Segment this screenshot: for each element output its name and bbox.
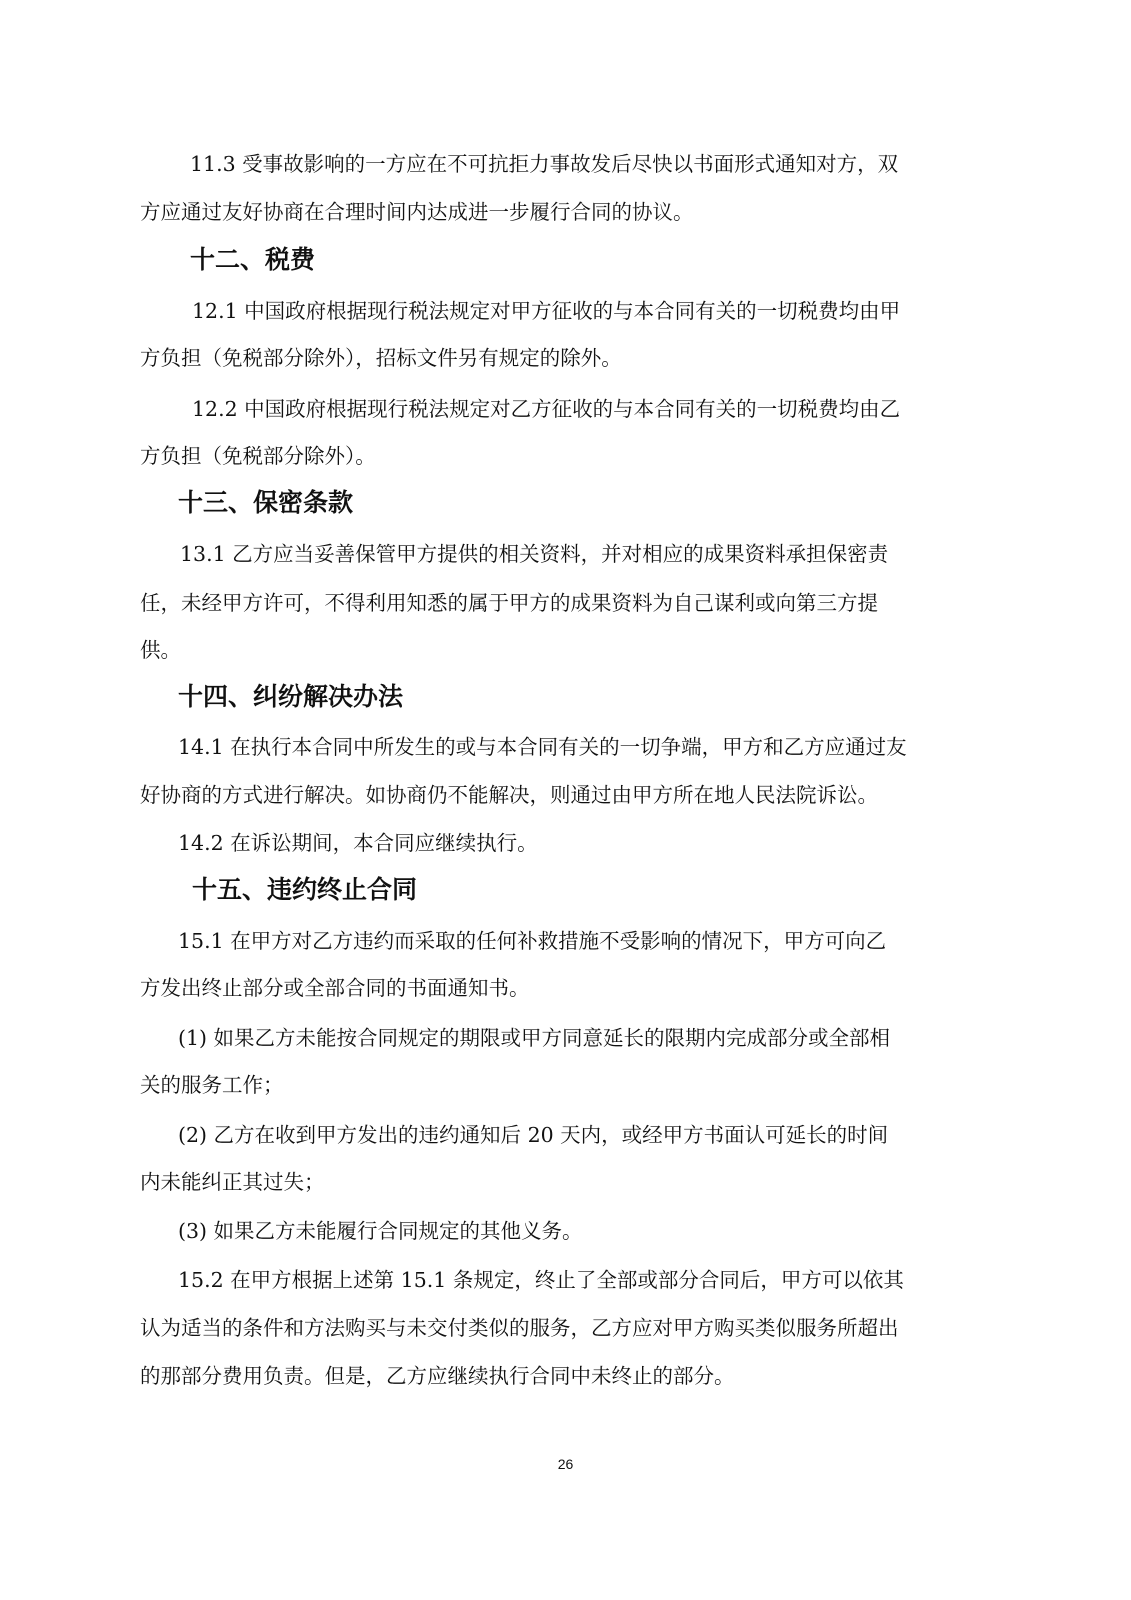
clause-12-1-line-2: 方负担（免税部分除外），招标文件另有规定的除外。 xyxy=(140,346,622,370)
item-3: (3) 如果乙方未能履行合同规定的其他义务。 xyxy=(178,1219,583,1243)
section-15-heading: 十五、违约终止合同 xyxy=(192,875,418,904)
clause-12-2-line-2: 方负担（免税部分除外）。 xyxy=(140,444,376,468)
clause-14-2: 14.2 在诉讼期间，本合同应继续执行。 xyxy=(178,831,538,855)
clause-13-1-line-3: 供。 xyxy=(140,638,181,662)
clause-15-1-line-2: 方发出终止部分或全部合同的书面通知书。 xyxy=(140,976,530,1000)
item-2-line-2: 内未能纠正其过失； xyxy=(140,1170,325,1194)
section-12-heading: 十二、税费 xyxy=(190,245,316,274)
clause-13-1-line-2: 任，未经甲方许可，不得利用知悉的属于甲方的成果资料为自己谋利或向第三方提 xyxy=(140,591,878,615)
section-14-heading: 十四、纠纷解决办法 xyxy=(178,682,404,711)
clause-12-1-line-1: 12.1 中国政府根据现行税法规定对甲方征收的与本合同有关的一切税费均由甲 xyxy=(192,299,901,323)
clause-12-2-line-1: 12.2 中国政府根据现行税法规定对乙方征收的与本合同有关的一切税费均由乙 xyxy=(192,397,901,421)
clause-15-2-line-2: 认为适当的条件和方法购买与未交付类似的服务，乙方应对甲方购买类似服务所超出 xyxy=(140,1316,899,1340)
item-2-line-1: (2) 乙方在收到甲方发出的违约通知后 20 天内，或经甲方书面认可延长的时间 xyxy=(178,1123,889,1147)
clause-14-1-line-2: 好协商的方式进行解决。如协商仍不能解决，则通过由甲方所在地人民法院诉讼。 xyxy=(140,783,878,807)
clause-11-3-line-2: 方应通过友好协商在合理时间内达成进一步履行合同的协议。 xyxy=(140,200,694,224)
section-13-heading: 十三、保密条款 xyxy=(178,488,354,517)
page-number: 26 xyxy=(557,1456,574,1472)
item-1-line-2: 关的服务工作； xyxy=(140,1073,284,1097)
clause-15-1-line-1: 15.1 在甲方对乙方违约而采取的任何补救措施不受影响的情况下，甲方可向乙 xyxy=(178,929,887,953)
clause-15-2-line-1: 15.2 在甲方根据上述第 15.1 条规定，终止了全部或部分合同后，甲方可以依其 xyxy=(178,1268,904,1292)
clause-15-2-line-3: 的那部分费用负责。但是，乙方应继续执行合同中未终止的部分。 xyxy=(140,1364,735,1388)
clause-13-1-line-1: 13.1 乙方应当妥善保管甲方提供的相关资料，并对相应的成果资料承担保密责 xyxy=(180,542,889,566)
clause-14-1-line-1: 14.1 在执行本合同中所发生的或与本合同有关的一切争端，甲方和乙方应通过友 xyxy=(178,735,907,759)
item-1-line-1: (1) 如果乙方未能按合同规定的期限或甲方同意延长的限期内完成部分或全部相 xyxy=(178,1026,891,1050)
clause-11-3-line-1: 11.3 受事故影响的一方应在不可抗拒力事故发后尽快以书面形式通知对方，双 xyxy=(190,152,899,176)
